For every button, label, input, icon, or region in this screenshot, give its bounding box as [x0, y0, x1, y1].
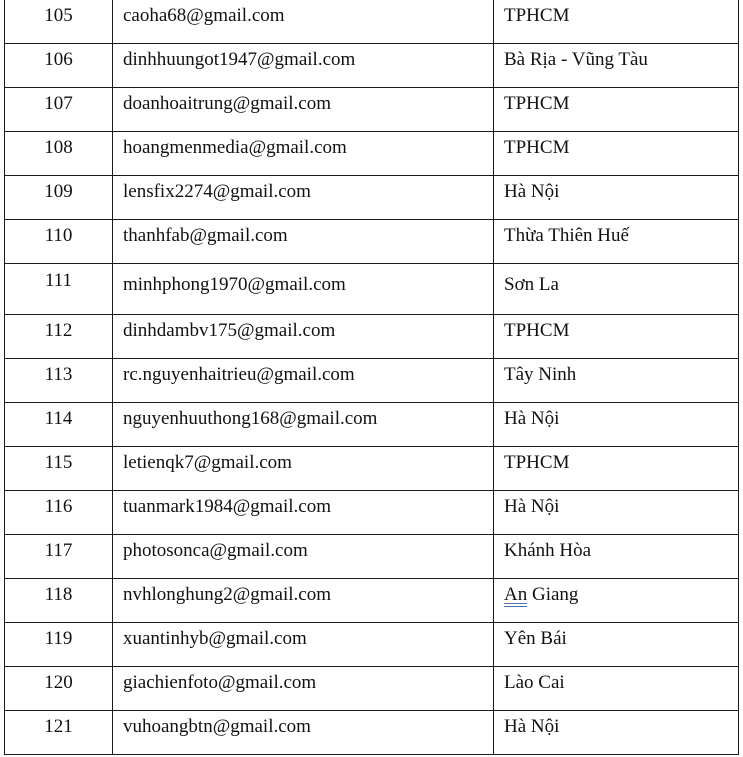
province-cell: Hà Nội — [494, 176, 739, 220]
province-cell: TPHCM — [494, 132, 739, 176]
email-cell: giachienfoto@gmail.com — [113, 667, 494, 711]
table-row — [5, 447, 739, 491]
email-cell: photosonca@gmail.com — [113, 535, 494, 579]
province-cell: TPHCM — [494, 88, 739, 132]
email-cell: nguyenhuuthong168@gmail.com — [113, 403, 494, 447]
province-cell: Hà Nội — [494, 491, 739, 535]
table-row — [5, 403, 739, 447]
province-cell: Khánh Hòa — [494, 535, 739, 579]
table-row — [5, 132, 739, 176]
row-number: 107 — [5, 88, 113, 132]
table-row — [5, 44, 739, 88]
row-number: 113 — [5, 359, 113, 403]
table-row — [5, 667, 739, 711]
email-cell: lensfix2274@gmail.com — [113, 176, 494, 220]
email-cell: caoha68@gmail.com — [113, 0, 494, 44]
table-row — [5, 359, 739, 403]
row-number: 106 — [5, 44, 113, 88]
row-number: 119 — [5, 623, 113, 667]
email-cell: letienqk7@gmail.com — [113, 447, 494, 491]
table-row — [5, 315, 739, 359]
row-number: 114 — [5, 403, 113, 447]
table-row — [5, 579, 739, 623]
email-cell: nvhlonghung2@gmail.com — [113, 579, 494, 623]
email-cell: rc.nguyenhaitrieu@gmail.com — [113, 359, 494, 403]
email-cell: thanhfab@gmail.com — [113, 220, 494, 264]
row-number: 112 — [5, 315, 113, 359]
email-cell: hoangmenmedia@gmail.com — [113, 132, 494, 176]
contact-table — [4, 0, 739, 755]
email-cell: tuanmark1984@gmail.com — [113, 491, 494, 535]
row-number: 121 — [5, 711, 113, 755]
spellcheck-underlined-word[interactable]: An — [504, 584, 528, 605]
row-number: 115 — [5, 447, 113, 491]
email-cell: minhphong1970@gmail.com — [113, 264, 494, 315]
email-cell: vuhoangbtn@gmail.com — [113, 711, 494, 755]
row-number: 111 — [5, 264, 113, 315]
email-cell: doanhoaitrung@gmail.com — [113, 88, 494, 132]
province-cell: Hà Nội — [494, 711, 739, 755]
province-cell: Hà Nội — [494, 403, 739, 447]
table-row — [5, 176, 739, 220]
row-number: 108 — [5, 132, 113, 176]
table-row — [5, 491, 739, 535]
table-row — [5, 220, 739, 264]
province-cell: TPHCM — [494, 315, 739, 359]
row-number: 105 — [5, 0, 113, 44]
table-row — [5, 711, 739, 755]
row-number: 118 — [5, 579, 113, 623]
row-number: 120 — [5, 667, 113, 711]
row-number: 117 — [5, 535, 113, 579]
table-row — [5, 88, 739, 132]
province-cell: Lào Cai — [494, 667, 739, 711]
table-row — [5, 264, 739, 315]
province-text-rest: Giang — [527, 584, 579, 605]
province-cell: Bà Rịa - Vũng Tàu — [494, 44, 739, 88]
email-cell: dinhhuungot1947@gmail.com — [113, 44, 494, 88]
table-row — [5, 623, 739, 667]
row-number: 116 — [5, 491, 113, 535]
province-cell — [494, 579, 739, 623]
table-row — [5, 535, 739, 579]
table-row — [5, 0, 739, 44]
province-cell: Tây Ninh — [494, 359, 739, 403]
row-number: 110 — [5, 220, 113, 264]
email-cell: dinhdambv175@gmail.com — [113, 315, 494, 359]
row-number: 109 — [5, 176, 113, 220]
province-cell: Yên Bái — [494, 623, 739, 667]
province-cell: TPHCM — [494, 447, 739, 491]
email-cell: xuantinhyb@gmail.com — [113, 623, 494, 667]
province-cell: Sơn La — [494, 264, 739, 315]
province-cell: TPHCM — [494, 0, 739, 44]
province-cell: Thừa Thiên Huế — [494, 220, 739, 264]
